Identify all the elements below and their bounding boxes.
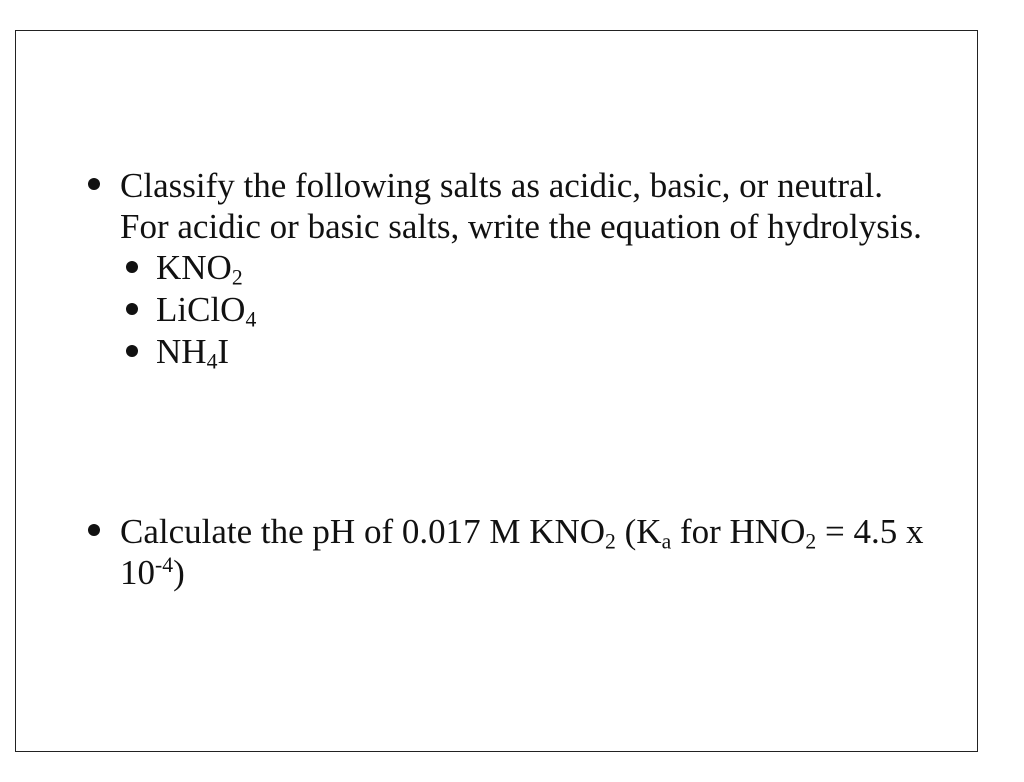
bullet-icon bbox=[126, 345, 138, 357]
slide bbox=[15, 30, 978, 752]
bullet-icon bbox=[88, 524, 100, 536]
question-2-block bbox=[16, 511, 977, 593]
bullet-icon bbox=[126, 303, 138, 315]
salt-item-nh4i bbox=[16, 331, 977, 373]
salt-item-liclo4 bbox=[16, 289, 977, 331]
salt-list bbox=[16, 247, 977, 373]
bullet-icon bbox=[126, 261, 138, 273]
salt-formula: $KNO_2$ bbox=[156, 248, 243, 290]
question-1-block bbox=[16, 165, 977, 373]
question-1 bbox=[16, 165, 977, 247]
question-2 bbox=[16, 511, 977, 593]
salt-formula: $NH_4I$ bbox=[156, 332, 230, 374]
bullet-icon bbox=[88, 178, 100, 190]
question-1-text: Classify the following salts as acidic, basic, or neutral. For acidic or basic salts, write the equation of hydrolysis. bbox=[120, 166, 922, 246]
salt-item-kno2 bbox=[16, 247, 977, 289]
salt-formula: LiClO$_4$ bbox=[156, 290, 257, 332]
question-2-text: Calculate the pH of 0.017 M $KNO_2$ ($K_a$ for $HNO_2 = 4.5$ x $10^{-4}$) bbox=[120, 512, 924, 592]
